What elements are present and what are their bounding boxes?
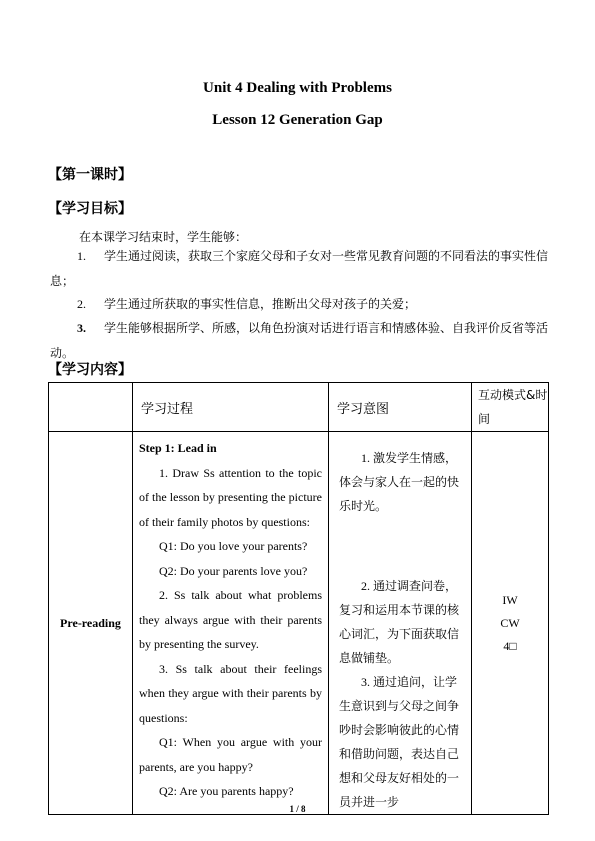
goal-number: 3. [77,321,86,335]
lesson-title: Lesson 12 Generation Gap [212,112,383,128]
section-goals: 【学习目标】 [48,201,132,217]
process-cell [133,432,329,815]
process-item: Q2: Are you parents happy? [159,784,294,798]
goal-text: 学生通过阅读，获取三个家庭父母和子女对一些常见教育问题的不同看法的事实性信息； [50,249,549,288]
process-item: Q1: When you argue with your parents, are you happy? [139,735,322,774]
header-intent: 学习意图 [329,383,472,432]
lesson-plan-table [48,382,549,815]
document-title: Unit 4 Dealing with Problems [203,80,392,96]
mode-item: IW [502,592,518,607]
process-item: 2. Ss talk about what problems they always argue with their parents by presenting the survey. [139,588,322,651]
header-stage [49,383,133,432]
process-item: 3. Ss talk about their feelings when they argue with their parents by questions: [139,661,322,725]
process-item: Q2: Do your parents love you? [159,563,308,578]
table-row [49,432,549,815]
header-process: 学习过程 [133,383,329,432]
intent-item: 1. 激发学生情感，体会与家人在一起的快乐时光。 [339,451,460,513]
section-period: 【第一课时】 [48,167,132,183]
intent-item: 2. 通过调查问卷，复习和运用本节课的核心词汇，为下面获取信息做铺垫。 [339,579,460,665]
goal-number: 2. [77,297,86,311]
intent-item: 3. 通过追问，让学生意识到与父母之间争吵时会影响彼此的心情和借助问题，表达自己想和父母友好相处的一员并进一步 [339,675,460,809]
process-item: 1. Draw Ss attention to the topic of the lesson by presenting the picture of their family photos by questions: [139,465,322,529]
mode-cell [472,432,549,815]
goal-item [50,244,550,294]
page-number: 1 / 8 [289,804,306,814]
goal-number: 1. [77,249,86,263]
step-title: Step 1: Lead in [139,441,217,455]
mode-item: CW [500,615,520,630]
header-mode: 互动模式&时间 [472,383,549,432]
table-header-row [49,383,549,432]
goals-intro: 在本课学习结束时，学生能够： [79,230,248,244]
stage-cell: Pre-reading [49,432,133,815]
goal-text: 学生能够根据所学、所感，以角色扮演对话进行语言和情感体验、自我评价反省等活动。 [50,321,549,360]
goal-text: 学生通过所获取的事实性信息，推断出父母对孩子的关爱； [104,297,417,311]
goal-item [50,292,550,317]
mode-item: 4□ [503,638,517,653]
intent-cell [329,432,472,815]
process-item: Q1: Do you love your parents? [159,539,308,553]
section-content: 【学习内容】 [48,362,132,378]
